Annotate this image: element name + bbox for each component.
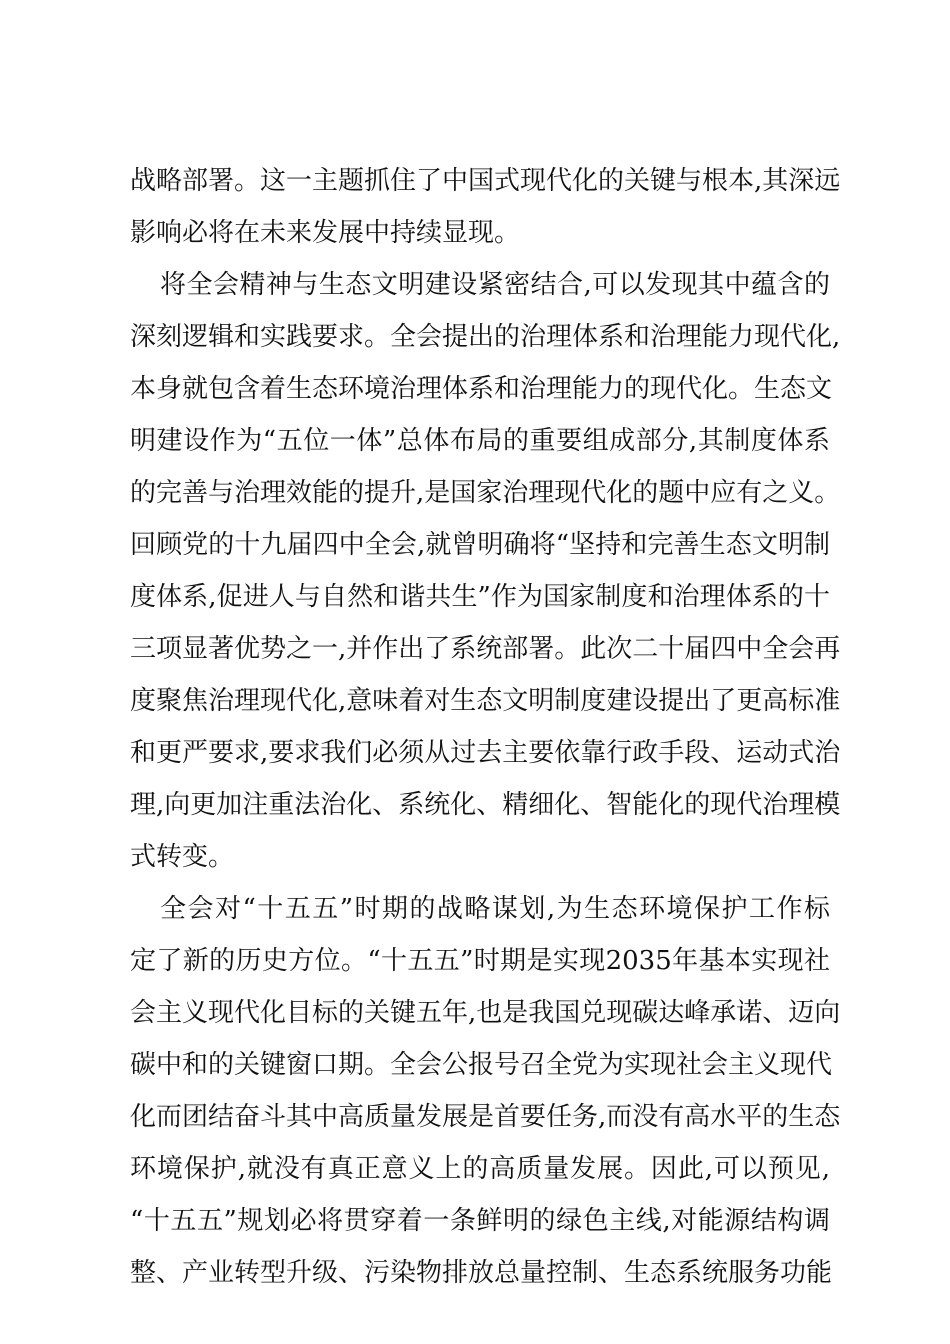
text-line: 深刻逻辑和实践要求。全会提出的治理体系和治理能力现代化,: [130, 322, 841, 352]
text-line: 定了新的历史方位。“十五五”时期是实现2035年基本实现社: [130, 946, 830, 976]
text-line: 化而团结奋斗其中高质量发展是首要任务,而没有高水平的生态: [130, 1102, 841, 1132]
text-line: 将全会精神与生态文明建设紧密结合,可以发现其中蕴含的: [160, 270, 830, 300]
text-line: 度体系,促进人与自然和谐共生”作为国家制度和治理体系的十: [130, 582, 830, 612]
text-line: 碳中和的关键窗口期。全会公报号召全党为实现社会主义现代: [130, 1050, 833, 1080]
text-line: 的完善与治理效能的提升,是国家治理现代化的题中应有之义。: [130, 478, 841, 508]
text-line: 和更严要求,要求我们必须从过去主要依靠行政手段、运动式治: [130, 738, 841, 768]
text-line: 理,向更加注重法治化、系统化、精细化、智能化的现代治理模: [130, 790, 841, 820]
text-line: 回顾党的十九届四中全会,就曾明确将“坚持和完善生态文明制: [130, 530, 830, 560]
text-line: 影响必将在未来发展中持续显现。: [130, 218, 521, 248]
text-line: 环境保护,就没有真正意义上的高质量发展。因此,可以预见,: [130, 1154, 830, 1184]
text-line: 本身就包含着生态环境治理体系和治理能力的现代化。生态文: [130, 374, 833, 404]
text-line: 明建设作为“五位一体”总体布局的重要组成部分,其制度体系: [130, 426, 830, 456]
text-line: 三项显著优势之一,并作出了系统部署。此次二十届四中全会再: [130, 634, 841, 664]
text-line: 战略部署。这一主题抓住了中国式现代化的关键与根本,其深远: [130, 166, 841, 196]
text-line: 会主义现代化目标的关键五年,也是我国兑现碳达峰承诺、迈向: [130, 998, 841, 1028]
body-text: [130, 155, 841, 1299]
text-line: 整、产业转型升级、污染物排放总量控制、生态系统服务功能: [130, 1258, 833, 1288]
text-line: “十五五”规划必将贯穿着一条鲜明的绿色主线,对能源结构调: [130, 1206, 830, 1236]
text-line: 式转变。: [130, 842, 235, 872]
text-line: 度聚焦治理现代化,意味着对生态文明制度建设提出了更高标准: [130, 686, 841, 716]
text-line: 全会对“十五五”时期的战略谋划,为生态环境保护工作标: [160, 894, 830, 924]
